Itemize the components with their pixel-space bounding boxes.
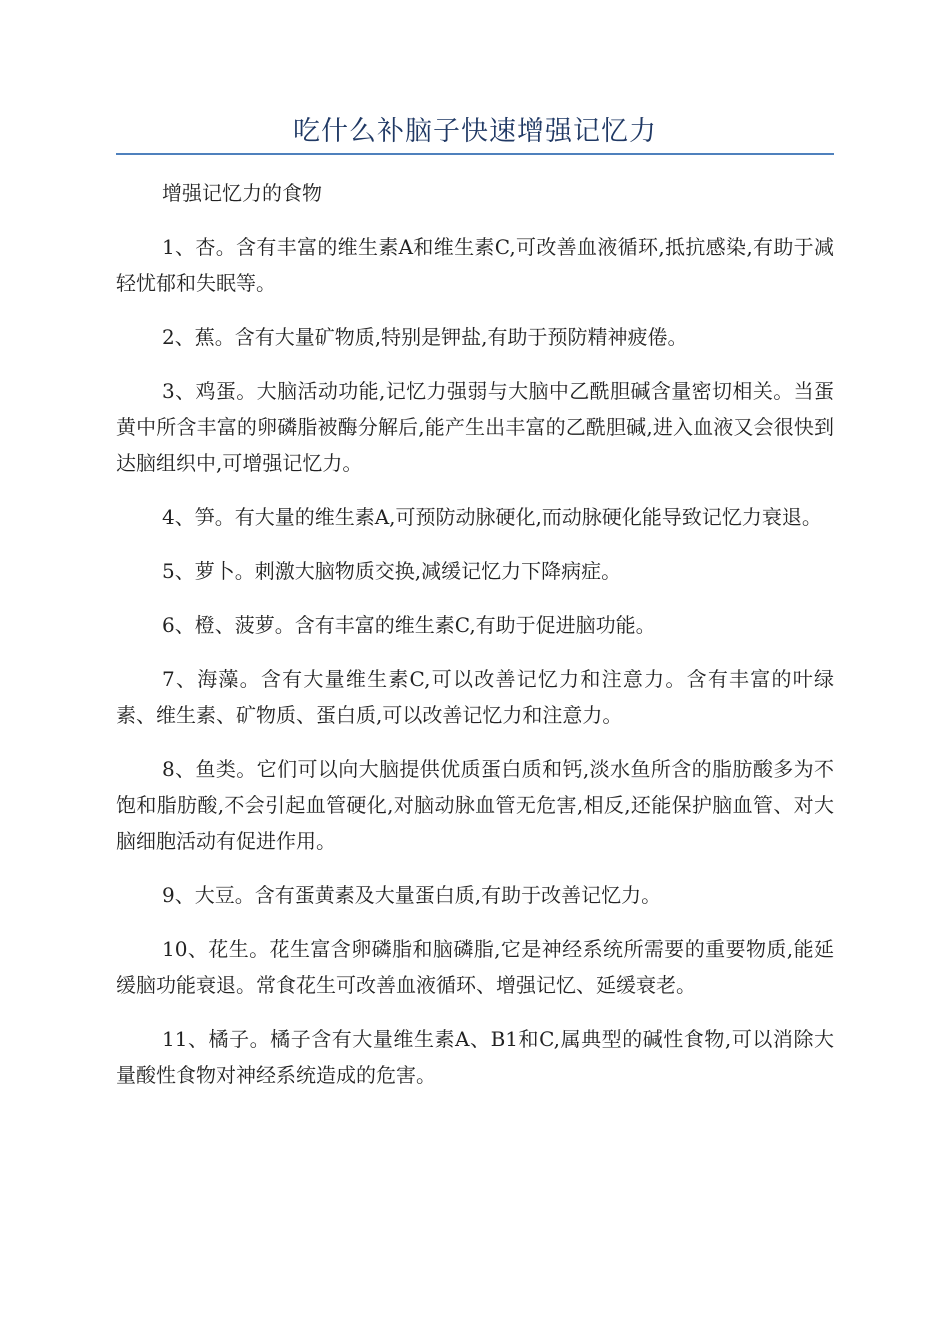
list-item-seaweed: 7、海藻。含有大量维生素C,可以改善记忆力和注意力。含有丰富的叶绿素、维生素、矿物质、蛋白质,可以改善记忆力和注意力。 — [116, 667, 834, 727]
document-body — [116, 175, 834, 1111]
section-heading: 增强记忆力的食物 — [162, 181, 322, 205]
list-item-bamboo-shoot: 4、笋。有大量的维生素A,可预防动脉硬化,而动脉硬化能导致记忆力衰退。 — [162, 505, 822, 529]
list-item-tangerine: 11、橘子。橘子含有大量维生素A、B1和C,属典型的碱性食物,可以消除大量酸性食物对神经系统造成的危害。 — [116, 1027, 834, 1087]
title-underline — [116, 153, 834, 155]
page-title: 吃什么补脑子快速增强记忆力 — [293, 116, 657, 147]
list-item-peanut: 10、花生。花生富含卵磷脂和脑磷脂,它是神经系统所需要的重要物质,能延缓脑功能衰退。常食花生可改善血液循环、增强记忆、延缓衰老。 — [116, 937, 834, 997]
list-item-orange-pineapple: 6、橙、菠萝。含有丰富的维生素C,有助于促进脑功能。 — [162, 613, 656, 637]
list-item-soybean: 9、大豆。含有蛋黄素及大量蛋白质,有助于改善记忆力。 — [162, 883, 662, 907]
list-item-radish: 5、萝卜。刺激大脑物质交换,减缓记忆力下降病症。 — [162, 559, 622, 583]
list-item-apricot: 1、杏。含有丰富的维生素A和维生素C,可改善血液循环,抵抗感染,有助于减轻忧郁和失眠等。 — [116, 235, 834, 295]
list-item-banana: 2、蕉。含有大量矿物质,特别是钾盐,有助于预防精神疲倦。 — [162, 325, 688, 349]
list-item-egg: 3、鸡蛋。大脑活动功能,记忆力强弱与大脑中乙酰胆碱含量密切相关。当蛋黄中所含丰富的卵磷脂被酶分解后,能产生出丰富的乙酰胆碱,进入血液又会很快到达脑组织中,可增强记忆力。 — [116, 379, 834, 475]
list-item-fish: 8、鱼类。它们可以向大脑提供优质蛋白质和钙,淡水鱼所含的脂肪酸多为不饱和脂肪酸,不会引起血管硬化,对脑动脉血管无危害,相反,还能保护脑血管、对大脑细胞活动有促进作用。 — [116, 757, 834, 853]
